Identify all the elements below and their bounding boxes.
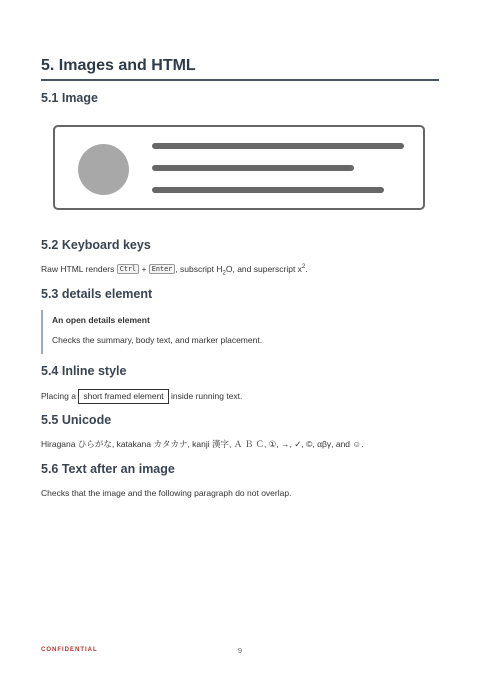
- details-block[interactable]: [41, 310, 363, 354]
- keyboard-text-end: .: [305, 264, 308, 274]
- after-image-heading: 5.6 Text after an image: [41, 462, 175, 476]
- enter-key: Enter: [149, 264, 175, 274]
- inline-style-paragraph: [41, 389, 242, 404]
- inline-text-before: Placing a: [41, 391, 79, 401]
- keyboard-paragraph: [41, 263, 308, 275]
- superscript-text: O, and superscript x: [225, 264, 302, 274]
- details-heading: 5.3 details element: [41, 287, 153, 301]
- plus-sign: +: [139, 264, 149, 274]
- image-heading: 5.1 Image: [41, 91, 98, 105]
- page-number: 9: [237, 646, 243, 655]
- image-line-2: [152, 165, 354, 171]
- superscript-value: 2: [301, 264, 306, 271]
- details-summary[interactable]: An open details element: [52, 315, 150, 325]
- placeholder-image: [53, 125, 425, 210]
- inline-style-heading: 5.4 Inline style: [41, 364, 127, 378]
- unicode-paragraph: Hiragana ひらがな, katakana カタカナ, kanji 漢字, Ａ Ｂ Ｃ, ①, →, ✓, ©, αβγ, and ☺.: [41, 439, 364, 449]
- subscript-text: , subscript H: [175, 264, 223, 274]
- document-page: [41, 0, 439, 679]
- ctrl-key: Ctrl: [117, 264, 139, 274]
- section-title: 5. Images and HTML: [41, 56, 439, 81]
- keyboard-heading: 5.2 Keyboard keys: [41, 238, 151, 252]
- image-line-3: [152, 187, 384, 193]
- framed-element: short framed element: [78, 389, 168, 404]
- unicode-heading: 5.5 Unicode: [41, 413, 112, 427]
- avatar-circle-shape: [78, 144, 129, 195]
- keyboard-text-before: Raw HTML renders: [41, 264, 117, 274]
- after-image-paragraph: Checks that the image and the following paragraph do not overlap.: [41, 488, 292, 498]
- confidential-label: CONFIDENTIAL: [41, 647, 98, 653]
- details-body: Checks the summary, body text, and marker placement.: [52, 335, 263, 345]
- image-line-1: [152, 143, 404, 149]
- inline-text-after: inside running text.: [168, 391, 243, 401]
- subscript-value: 2: [222, 270, 226, 277]
